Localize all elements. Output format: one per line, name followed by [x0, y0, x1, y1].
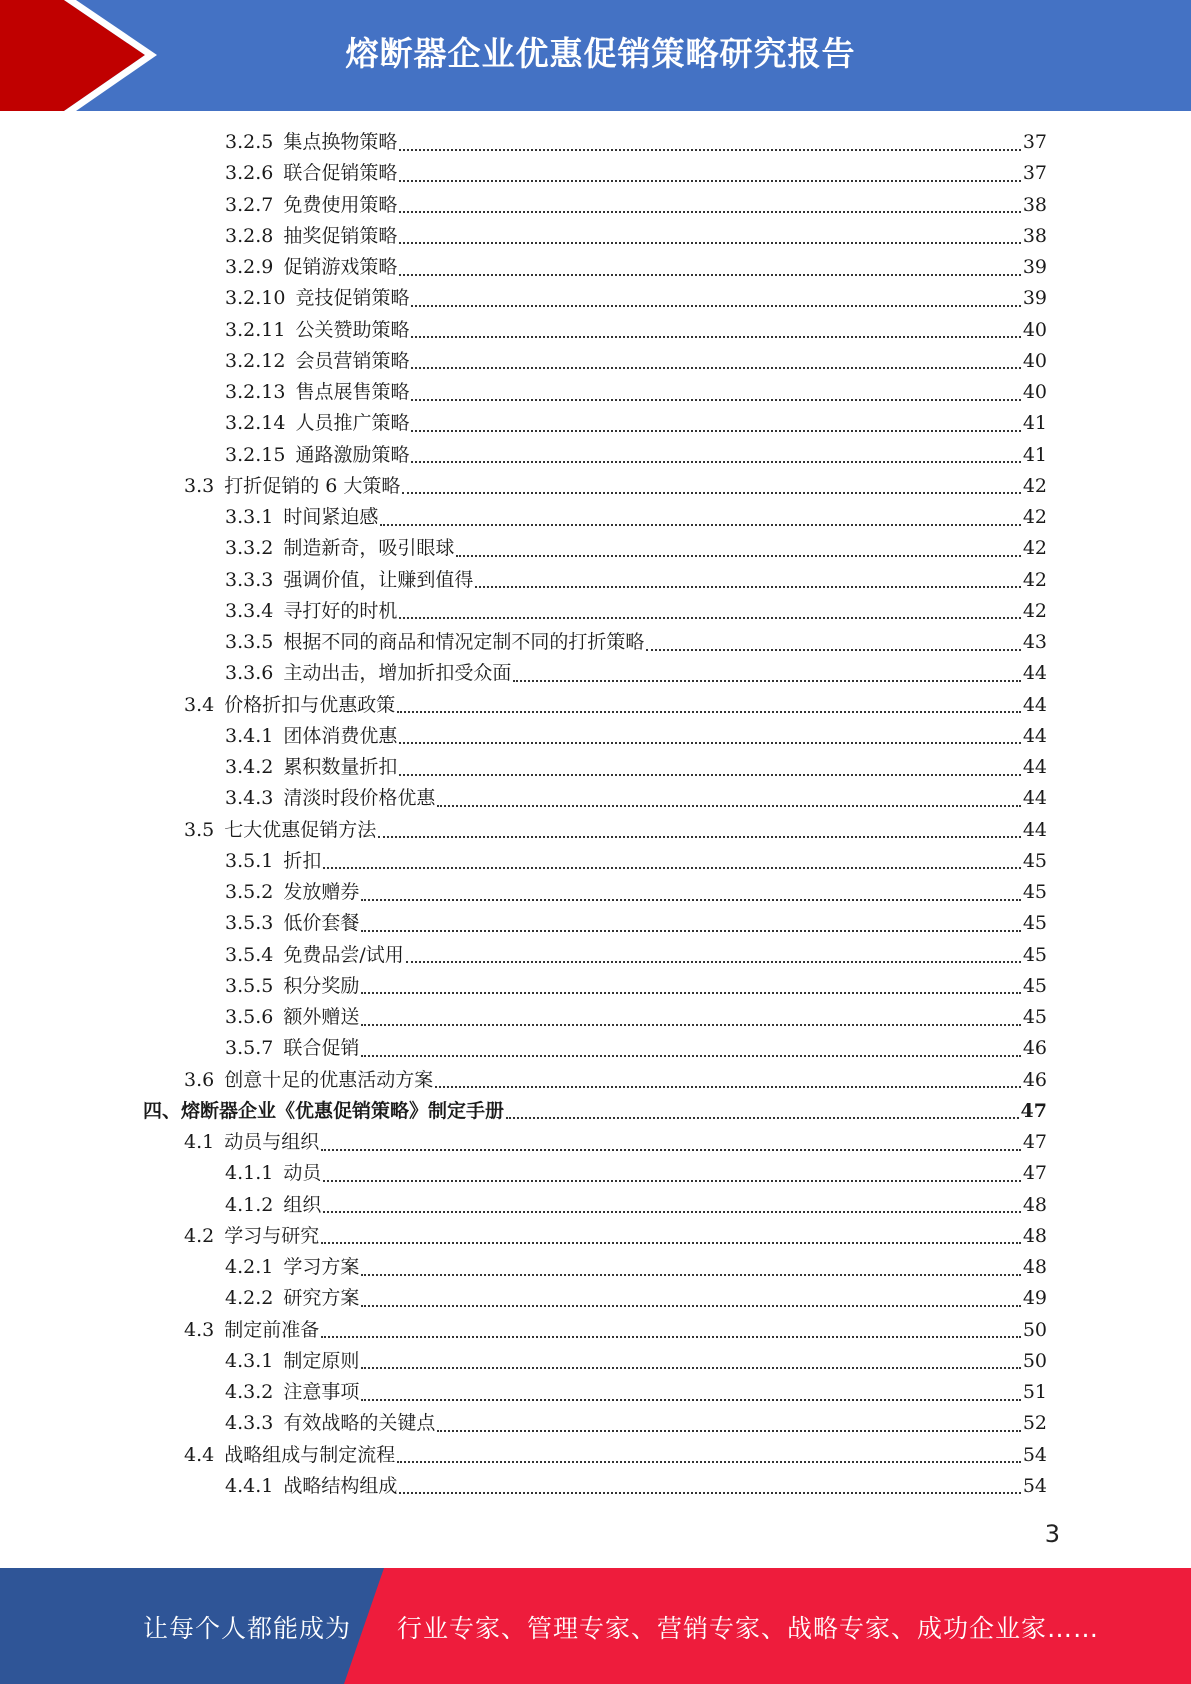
- toc-entry-title: 制造新奇，吸引眼球: [283, 537, 455, 560]
- toc-entry[interactable]: [0, 815, 1191, 846]
- toc-entry-page: 46: [1022, 1068, 1047, 1091]
- toc-entry-number: 3.2.12: [225, 349, 286, 372]
- toc-dot-leader: [323, 1211, 1020, 1213]
- toc-entry-title: 免费品尝/试用: [283, 943, 404, 966]
- toc-entry-number: 3.2.8: [225, 224, 274, 247]
- toc-dot-leader: [380, 524, 1020, 526]
- toc-entry-number: 3.4.1: [225, 724, 274, 747]
- toc-entry-number: 3.2.15: [225, 443, 286, 466]
- toc-entry-line: [225, 377, 1047, 408]
- toc-dot-leader: [399, 211, 1020, 213]
- toc-entry-page: 42: [1022, 506, 1047, 528]
- toc-entry[interactable]: [0, 221, 1191, 252]
- toc-entry[interactable]: [0, 1002, 1191, 1033]
- toc-entry-title: 折扣: [283, 849, 322, 872]
- toc-entry-line: [225, 221, 1047, 252]
- toc-entry-page: 44: [1022, 787, 1047, 810]
- toc-dot-leader: [378, 836, 1021, 838]
- toc-entry-line: [225, 502, 1047, 533]
- toc-entry[interactable]: [0, 846, 1191, 877]
- toc-entry-line: [225, 1408, 1047, 1439]
- toc-entry[interactable]: [0, 596, 1191, 627]
- toc-entry-page: 44: [1022, 662, 1047, 685]
- toc-entry-number: 3.4: [184, 693, 215, 716]
- toc-entry-page: 51: [1022, 1381, 1047, 1403]
- toc-entry-page: 38: [1022, 193, 1047, 216]
- toc-entry[interactable]: [0, 1221, 1191, 1252]
- toc-entry-page: 52: [1022, 1412, 1047, 1435]
- toc-entry-number: 3.2.9: [225, 256, 274, 278]
- toc-dot-leader: [323, 867, 1020, 869]
- toc-entry-number: 3.3.3: [225, 568, 274, 591]
- toc-entry-page: 48: [1022, 1256, 1047, 1278]
- toc-entry-page: 40: [1022, 381, 1047, 403]
- toc-entry[interactable]: [0, 377, 1191, 408]
- toc-entry-page: 44: [1022, 756, 1047, 778]
- toc-entry-page: 40: [1022, 349, 1047, 372]
- toc-entry[interactable]: [0, 252, 1191, 283]
- toc-entry-line: [225, 1471, 1047, 1502]
- toc-entry-number: 3.2.5: [225, 131, 274, 153]
- toc-entry-title: 组织: [283, 1193, 322, 1216]
- toc-entry-line: [143, 1096, 1047, 1127]
- toc-entry-title: 七大优惠促销方法: [224, 818, 377, 841]
- footer-banner: [0, 1568, 1191, 1684]
- toc-entry-title: 时间紧迫感: [283, 506, 379, 528]
- toc-entry-title: 动员: [283, 1162, 322, 1185]
- toc-entry-number: 3.5.1: [225, 849, 274, 872]
- toc-entry-line: [225, 783, 1047, 814]
- toc-entry-line: [225, 1190, 1047, 1221]
- toc-entry-number: 4.3.3: [225, 1412, 274, 1435]
- toc-entry[interactable]: [0, 752, 1191, 783]
- toc-entry-number: 3.5.3: [225, 912, 274, 935]
- toc-entry-title: 免费使用策略: [283, 193, 398, 216]
- toc-entry-title: 动员与组织: [224, 1131, 320, 1153]
- toc-dot-leader: [399, 742, 1020, 744]
- toc-dot-leader: [411, 305, 1020, 307]
- toc-dot-leader: [321, 1336, 1021, 1338]
- toc-dot-leader: [402, 492, 1020, 494]
- toc-entry-page: 42: [1022, 537, 1047, 560]
- toc-entry[interactable]: [0, 721, 1191, 752]
- toc-dot-leader: [321, 1149, 1021, 1151]
- toc-entry[interactable]: [0, 315, 1191, 346]
- toc-entry-line: [225, 596, 1047, 627]
- toc-entry-line: [184, 1127, 1047, 1158]
- toc-entry[interactable]: [0, 1065, 1191, 1096]
- toc-entry-title: 研究方案: [283, 1287, 360, 1310]
- header-bar: [0, 0, 1191, 111]
- toc-entry-title: 累积数量折扣: [283, 756, 398, 778]
- toc-dot-leader: [475, 586, 1020, 588]
- toc-entry-line: [184, 815, 1047, 846]
- toc-entry-number: 3.3.4: [225, 599, 274, 622]
- toc-entry-number: 4.3.2: [225, 1381, 274, 1403]
- toc-entry-page: 45: [1022, 974, 1047, 997]
- toc-entry-page: 40: [1022, 318, 1047, 341]
- toc-entry-number: 4.3: [184, 1318, 215, 1341]
- toc-entry-page: 41: [1022, 412, 1047, 435]
- toc-entry-line: [225, 533, 1047, 564]
- toc-entry-number: 4.2: [184, 1224, 215, 1247]
- toc-entry-page: 48: [1022, 1224, 1047, 1247]
- toc-entry-line: [225, 565, 1047, 596]
- toc-dot-leader: [397, 1461, 1021, 1463]
- toc-entry-page: 44: [1022, 693, 1047, 716]
- toc-entry-number: 3.5.7: [225, 1037, 274, 1060]
- toc-entry-line: [184, 1315, 1047, 1346]
- footer-slogan-right: 行业专家、管理专家、营销专家、战略专家、成功企业家……: [397, 1614, 1100, 1643]
- toc-entry[interactable]: [0, 1471, 1191, 1502]
- toc-entry-page: 45: [1022, 849, 1047, 872]
- toc-entry-title: 联合促销: [283, 1037, 360, 1060]
- toc-entry-number: 3.5: [184, 818, 215, 841]
- toc-entry-number: 3.5.5: [225, 974, 274, 997]
- toc-entry-number: 3.2.7: [225, 193, 274, 216]
- toc-entry-title: 学习方案: [283, 1256, 360, 1278]
- toc-entry-title: 价格折扣与优惠政策: [224, 693, 396, 716]
- toc-entry-number: 3.5.4: [225, 943, 274, 966]
- toc-dot-leader: [435, 1086, 1021, 1088]
- toc-entry-title: 积分奖励: [283, 974, 360, 997]
- toc-entry[interactable]: [0, 1408, 1191, 1439]
- toc-entry-page: 46: [1022, 1037, 1047, 1060]
- toc-entry-number: 4.3.1: [225, 1349, 274, 1372]
- toc-entry-page: 48: [1022, 1193, 1047, 1216]
- toc-entry-page: 43: [1022, 631, 1047, 653]
- toc-entry-title: 竞技促销策略: [295, 287, 410, 310]
- toc-dot-leader: [399, 180, 1020, 182]
- toc-entry[interactable]: [0, 1127, 1191, 1158]
- toc-entry-title: 根据不同的商品和情况定制不同的打折策略: [283, 631, 645, 653]
- toc-entry[interactable]: [0, 408, 1191, 439]
- toc-dot-leader: [361, 1367, 1020, 1369]
- toc-entry-page: 49: [1022, 1287, 1047, 1310]
- toc-dot-leader: [411, 430, 1020, 432]
- toc-entry-line: [225, 627, 1047, 658]
- toc-entry-title: 主动出击，增加折扣受众面: [283, 662, 512, 685]
- toc-entry-page: 39: [1022, 287, 1047, 310]
- toc-entry[interactable]: [0, 158, 1191, 189]
- toc-entry[interactable]: [0, 690, 1191, 721]
- toc-entry[interactable]: [0, 971, 1191, 1002]
- toc-entry-line: [225, 908, 1047, 939]
- toc-entry-line: [225, 658, 1047, 689]
- toc-entry[interactable]: [0, 1315, 1191, 1346]
- toc-entry-line: [225, 1377, 1047, 1408]
- toc-entry-title: 战略组成与制定流程: [224, 1443, 396, 1466]
- toc-entry-number: 3.3.1: [225, 506, 274, 528]
- toc-entry-title: 低价套餐: [283, 912, 360, 935]
- toc-entry-line: [225, 1033, 1047, 1064]
- toc-dot-leader: [361, 899, 1020, 901]
- toc-entry-title: 清淡时段价格优惠: [283, 787, 436, 810]
- document-title: 熔断器企业优惠促销策略研究报告: [345, 34, 856, 73]
- toc-entry-number: 3.2.6: [225, 162, 274, 185]
- toc-entry-line: [225, 1002, 1047, 1033]
- toc-entry-page: 37: [1022, 162, 1047, 185]
- toc-dot-leader: [361, 1399, 1020, 1401]
- toc-entry[interactable]: [0, 533, 1191, 564]
- toc-entry-number: 4.4.1: [225, 1474, 274, 1497]
- toc-dot-leader: [361, 1305, 1020, 1307]
- toc-entry-number: 3.5.2: [225, 881, 274, 903]
- toc-entry-page: 44: [1022, 818, 1047, 841]
- toc-entry-page: 45: [1022, 881, 1047, 903]
- toc-entry-title: 会员营销策略: [295, 349, 410, 372]
- toc-entry-line: [184, 1065, 1047, 1096]
- toc-entry-line: [225, 1252, 1047, 1283]
- toc-entry-line: [225, 252, 1047, 283]
- footer-slogan-left: 让每个人都能成为: [143, 1614, 352, 1643]
- toc-entry-title: 打折促销的 6 大策略: [224, 474, 401, 497]
- toc-entry-page: 50: [1022, 1349, 1047, 1372]
- toc-entry-title: 通路激励策略: [295, 443, 410, 466]
- toc-dot-leader: [411, 461, 1020, 463]
- toc-entry-title: 额外赠送: [283, 1006, 360, 1028]
- toc-entry-line: [225, 127, 1047, 158]
- toc-entry-page: 47: [1022, 1162, 1047, 1185]
- toc-entry-page: 47: [1022, 1131, 1047, 1153]
- toc-entry[interactable]: [0, 783, 1191, 814]
- toc-entry-title: 创意十足的优惠活动方案: [224, 1068, 434, 1091]
- toc-dot-leader: [397, 711, 1021, 713]
- toc-dot-leader: [361, 1055, 1020, 1057]
- toc-entry-line: [225, 346, 1047, 377]
- toc-entry-number: 4.1: [184, 1131, 215, 1153]
- toc-dot-leader: [437, 805, 1020, 807]
- toc-dot-leader: [399, 774, 1020, 776]
- toc-entry-line: [184, 1440, 1047, 1471]
- toc-dot-leader: [361, 1274, 1020, 1276]
- toc-entry-title: 制定前准备: [224, 1318, 320, 1341]
- toc-entry-line: [225, 283, 1047, 314]
- toc-entry-number: 4.2.1: [225, 1256, 274, 1278]
- toc-entry[interactable]: [0, 190, 1191, 221]
- toc-entry[interactable]: [0, 908, 1191, 939]
- toc-entry-page: 44: [1022, 724, 1047, 747]
- toc-entry-number: 3.3.2: [225, 537, 274, 560]
- toc-entry-title: 有效战略的关键点: [283, 1412, 436, 1435]
- toc-dot-leader: [361, 930, 1020, 932]
- toc-entry-number: 4.2.2: [225, 1287, 274, 1310]
- toc-entry-title: 抽奖促销策略: [283, 224, 398, 247]
- toc-entry-number: 3.2.13: [225, 381, 286, 403]
- toc-entry[interactable]: [0, 1377, 1191, 1408]
- toc-entry[interactable]: [0, 1158, 1191, 1189]
- toc-entry[interactable]: [0, 1440, 1191, 1471]
- toc-dot-leader: [321, 1242, 1021, 1244]
- toc-entry-page: 38: [1022, 224, 1047, 247]
- toc-entry-line: [184, 471, 1047, 502]
- toc-entry-page: 45: [1022, 943, 1047, 966]
- toc-entry-page: 41: [1022, 443, 1047, 466]
- toc-dot-leader: [399, 617, 1020, 619]
- toc-entry-title: 制定原则: [283, 1349, 360, 1372]
- toc-entry-title: 集点换物策略: [283, 131, 398, 153]
- toc-entry[interactable]: [0, 440, 1191, 471]
- toc-entry-line: [184, 1221, 1047, 1252]
- toc-dot-leader: [361, 992, 1020, 994]
- toc-dot-leader: [399, 242, 1020, 244]
- toc-entry-line: [225, 190, 1047, 221]
- toc-entry-number: 3.4.2: [225, 756, 274, 778]
- toc-entry-line: [225, 846, 1047, 877]
- toc-entry-page: 54: [1022, 1443, 1047, 1466]
- toc-entry-line: [225, 721, 1047, 752]
- toc-entry[interactable]: [0, 283, 1191, 314]
- toc-entry-title: 四、熔断器企业《优惠促销策略》制定手册: [143, 1099, 505, 1122]
- toc-entry-title: 强调价值，让赚到值得: [283, 568, 474, 591]
- toc-entry-page: 42: [1022, 568, 1047, 591]
- toc-dot-leader: [456, 555, 1020, 557]
- toc-entry[interactable]: [0, 127, 1191, 158]
- toc-entry-line: [225, 971, 1047, 1002]
- toc-entry-page: 54: [1022, 1474, 1047, 1497]
- page-number: 3: [1044, 1520, 1060, 1548]
- table-of-contents: [0, 127, 1191, 1502]
- toc-entry-page: 42: [1022, 474, 1047, 497]
- toc-entry-line: [225, 440, 1047, 471]
- toc-dot-leader: [506, 1117, 1019, 1119]
- toc-dot-leader: [406, 961, 1021, 963]
- toc-dot-leader: [411, 336, 1020, 338]
- toc-entry[interactable]: [0, 1096, 1191, 1127]
- toc-entry-title: 注意事项: [283, 1381, 360, 1403]
- toc-entry-line: [225, 1346, 1047, 1377]
- toc-entry-title: 促销游戏策略: [283, 256, 398, 278]
- toc-dot-leader: [399, 274, 1020, 276]
- toc-entry[interactable]: [0, 502, 1191, 533]
- toc-dot-leader: [399, 1492, 1020, 1494]
- toc-dot-leader: [437, 1430, 1020, 1432]
- toc-entry-line: [225, 1158, 1047, 1189]
- toc-entry[interactable]: [0, 658, 1191, 689]
- toc-entry-number: 3.6: [184, 1068, 215, 1091]
- toc-entry[interactable]: [0, 1346, 1191, 1377]
- toc-entry[interactable]: [0, 1283, 1191, 1314]
- toc-entry-title: 联合促销策略: [283, 162, 398, 185]
- toc-entry-title: 公关赞助策略: [295, 318, 410, 341]
- toc-entry-page: 37: [1022, 131, 1047, 153]
- toc-entry-title: 寻打好的时机: [283, 599, 398, 622]
- toc-entry-page: 39: [1022, 256, 1047, 278]
- toc-dot-leader: [411, 367, 1020, 369]
- toc-dot-leader: [411, 399, 1020, 401]
- toc-dot-leader: [323, 1180, 1020, 1182]
- toc-dot-leader: [513, 680, 1020, 682]
- toc-entry-line: [225, 1283, 1047, 1314]
- toc-entry-page: 47: [1020, 1099, 1047, 1122]
- toc-entry-number: 3.3: [184, 474, 215, 497]
- toc-entry-line: [184, 690, 1047, 721]
- toc-entry-page: 45: [1022, 1006, 1047, 1028]
- toc-entry-number: 4.4: [184, 1443, 215, 1466]
- toc-entry-title: 团体消费优惠: [283, 724, 398, 747]
- toc-entry[interactable]: [0, 627, 1191, 658]
- toc-entry-number: 3.3.5: [225, 631, 274, 653]
- toc-entry-line: [225, 877, 1047, 908]
- toc-entry-number: 4.1.1: [225, 1162, 274, 1185]
- toc-entry[interactable]: [0, 1252, 1191, 1283]
- toc-entry-number: 4.1.2: [225, 1193, 274, 1216]
- toc-entry-number: 3.2.14: [225, 412, 286, 435]
- toc-dot-leader: [399, 149, 1020, 151]
- toc-entry-page: 42: [1022, 599, 1047, 622]
- toc-entry[interactable]: [0, 1033, 1191, 1064]
- toc-entry-line: [225, 408, 1047, 439]
- toc-entry-line: [225, 315, 1047, 346]
- toc-entry-line: [225, 752, 1047, 783]
- toc-entry-title: 发放赠券: [283, 881, 360, 903]
- toc-entry[interactable]: [0, 565, 1191, 596]
- toc-entry[interactable]: [0, 877, 1191, 908]
- toc-entry-number: 3.5.6: [225, 1006, 274, 1028]
- toc-entry-number: 3.3.6: [225, 662, 274, 685]
- toc-entry-number: 3.4.3: [225, 787, 274, 810]
- toc-entry-page: 50: [1022, 1318, 1047, 1341]
- toc-entry[interactable]: [0, 471, 1191, 502]
- toc-entry-title: 人员推广策略: [295, 412, 410, 435]
- toc-entry-page: 45: [1022, 912, 1047, 935]
- toc-entry-number: 3.2.10: [225, 287, 286, 310]
- toc-dot-leader: [361, 1024, 1020, 1026]
- toc-dot-leader: [646, 649, 1020, 651]
- toc-entry[interactable]: [0, 1190, 1191, 1221]
- toc-entry[interactable]: [0, 346, 1191, 377]
- toc-entry-title: 战略结构组成: [283, 1474, 398, 1497]
- toc-entry-title: 售点展售策略: [295, 381, 410, 403]
- toc-entry-line: [225, 940, 1047, 971]
- toc-entry[interactable]: [0, 940, 1191, 971]
- toc-entry-title: 学习与研究: [224, 1224, 320, 1247]
- toc-entry-line: [225, 158, 1047, 189]
- toc-entry-number: 3.2.11: [225, 318, 286, 341]
